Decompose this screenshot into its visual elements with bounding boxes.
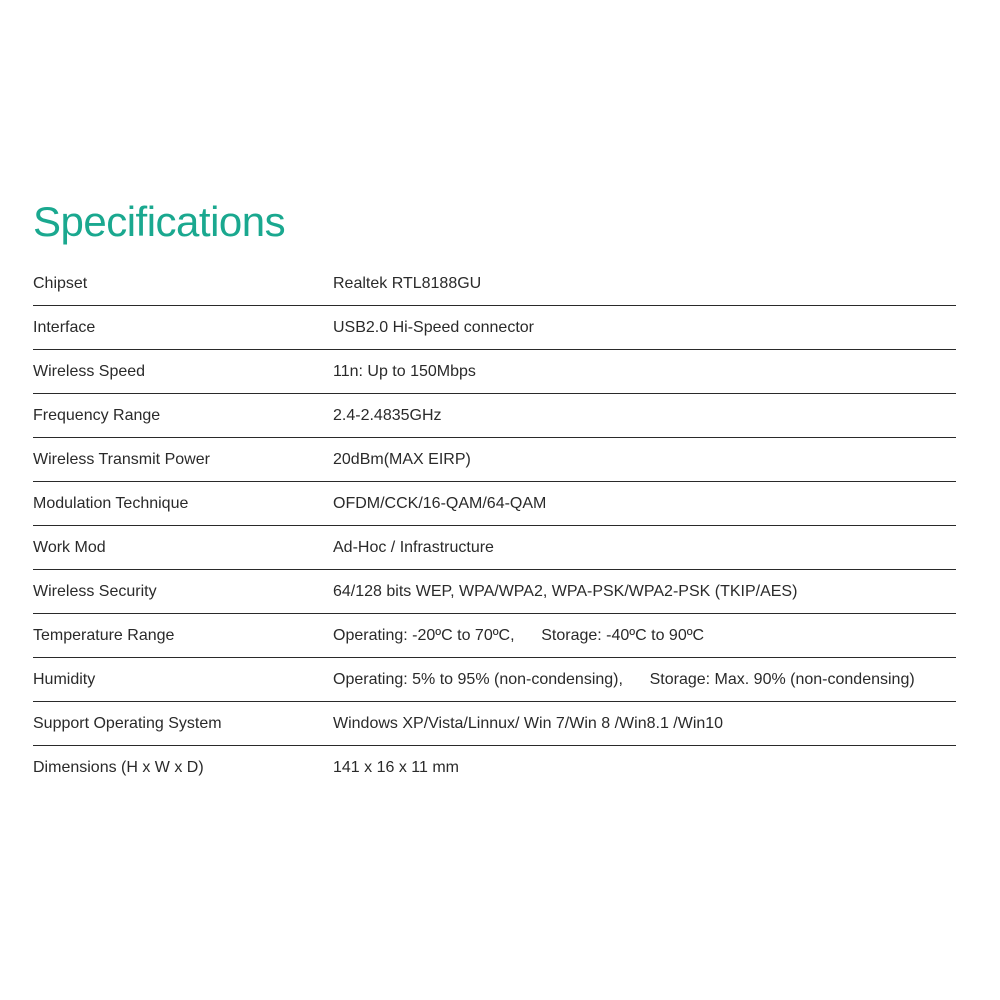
spec-label: Modulation Technique xyxy=(33,494,189,512)
spec-label: Dimensions (H x W x D) xyxy=(33,759,204,776)
spec-table xyxy=(33,262,956,790)
spec-row-transmit-power xyxy=(33,438,956,482)
spec-row-modulation xyxy=(33,482,956,526)
spec-value: 141 x 16 x 11 mm xyxy=(333,759,459,776)
spec-value: 64/128 bits WEP, WPA/WPA2, WPA-PSK/WPA2-PSK (TKIP/AES) xyxy=(333,582,798,600)
spec-label: Humidity xyxy=(33,670,96,688)
spec-row-work-mod xyxy=(33,526,956,570)
spec-value: 11n: Up to 150Mbps xyxy=(333,362,476,380)
spec-row-dimensions xyxy=(33,746,956,790)
spec-row-operating-system xyxy=(33,702,956,746)
spec-label: Interface xyxy=(33,318,96,336)
spec-row-wireless-security xyxy=(33,570,956,614)
spec-value: OFDM/CCK/16-QAM/64-QAM xyxy=(333,494,547,512)
spec-label: Wireless Transmit Power xyxy=(33,450,210,468)
spec-row-frequency-range xyxy=(33,394,956,438)
spec-row-humidity xyxy=(33,658,956,702)
spec-label: Chipset xyxy=(33,274,88,292)
page-title: Specifications xyxy=(33,198,286,245)
spec-label: Wireless Security xyxy=(33,582,157,600)
spec-row-temperature-range xyxy=(33,614,956,658)
spec-label: Temperature Range xyxy=(33,626,175,644)
spec-value: Operating: 5% to 95% (non-condensing), Storage: Max. 90% (non-condensing) xyxy=(333,670,915,688)
spec-row-wireless-speed xyxy=(33,350,956,394)
spec-label: Work Mod xyxy=(33,538,106,556)
spec-label: Frequency Range xyxy=(33,406,161,424)
spec-value: Ad-Hoc / Infrastructure xyxy=(333,538,494,556)
spec-value: USB2.0 Hi-Speed connector xyxy=(333,318,534,336)
spec-value: 2.4-2.4835GHz xyxy=(333,406,442,424)
spec-value: 20dBm(MAX EIRP) xyxy=(333,450,471,468)
spec-row-chipset xyxy=(33,262,956,306)
spec-label: Wireless Speed xyxy=(33,362,146,380)
spec-label: Support Operating System xyxy=(33,714,222,732)
spec-row-interface xyxy=(33,306,956,350)
spec-value: Operating: -20ºC to 70ºC, Storage: -40ºC to 90ºC xyxy=(333,626,705,644)
spec-value: Realtek RTL8188GU xyxy=(333,274,482,292)
spec-value: Windows XP/Vista/Linnux/ Win 7/Win 8 /Win8.1 /Win10 xyxy=(333,714,724,732)
